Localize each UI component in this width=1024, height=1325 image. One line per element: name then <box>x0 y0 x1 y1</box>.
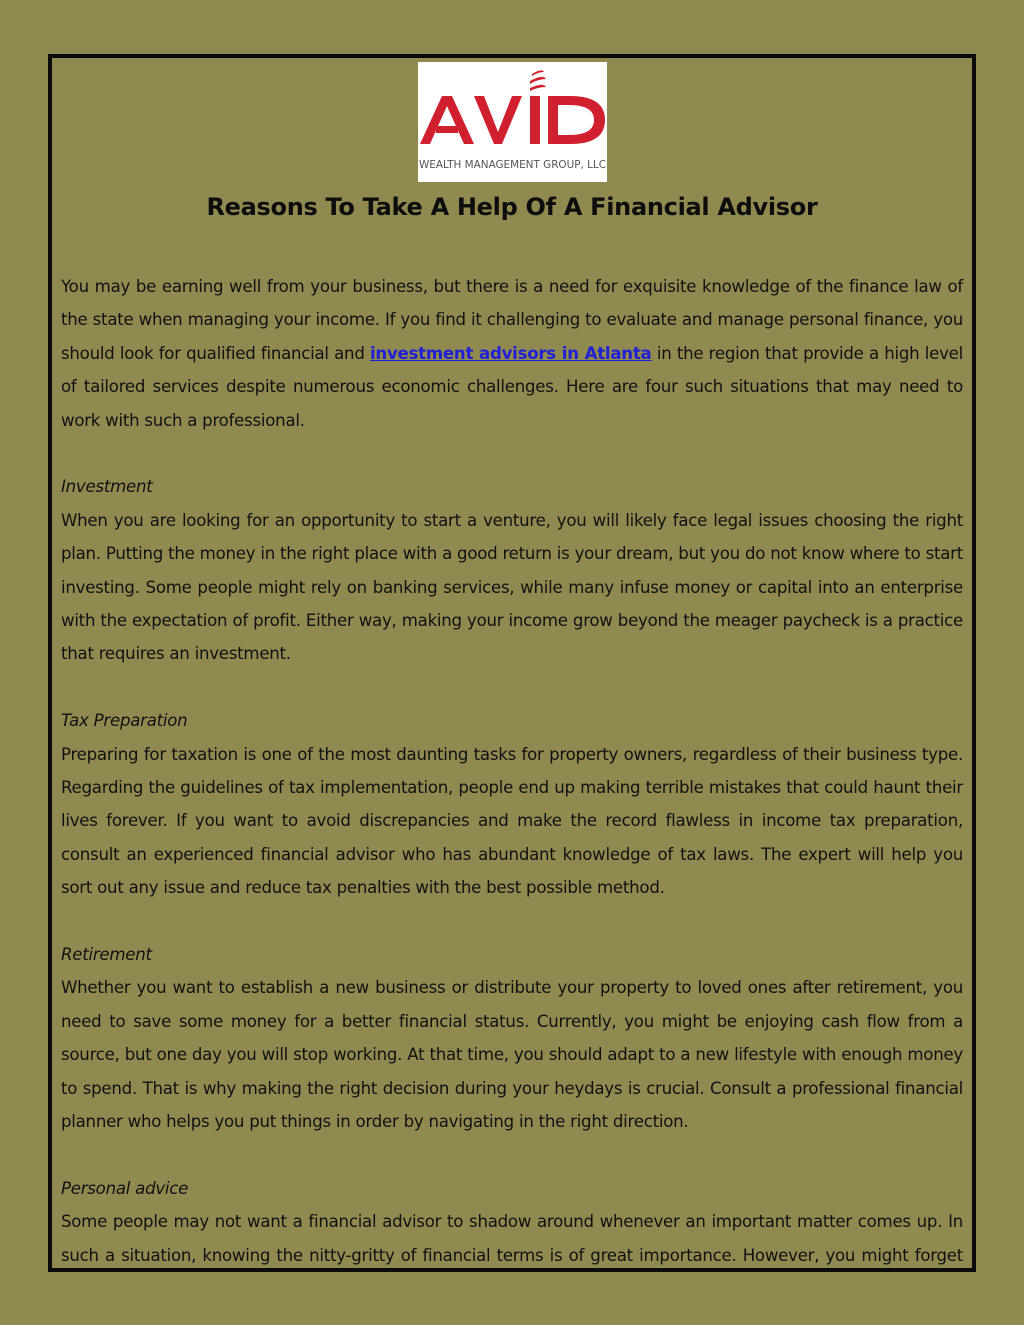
section-heading-investment: Investment <box>61 477 153 497</box>
logo-tagline: WEALTH MANAGEMENT GROUP, LLC <box>419 159 607 171</box>
section-heading-personal-advice: Personal advice <box>61 1178 189 1198</box>
section-text-personal-advice: Some people may not want a financial advisor to shadow around whenever an important matter comes up. In such a situation, knowing the nitty-gritty of financial terms is of great importance. However, you might forget <box>61 1212 963 1265</box>
section-text-investment: When you are looking for an opportunity to start a venture, you will likely face legal issues choosing the right plan. Putting the money in the right place with a good return is your dream, but you do not know where to start investing. Some people might rely on banking services, while many infuse money or capital into an enterprise with the expectation of profit. Either way, making your income grow beyond the meager paycheck is a practice that requires an investment. <box>61 510 963 664</box>
section-heading-retirement: Retirement <box>61 945 152 965</box>
article-body <box>61 270 963 1272</box>
section-heading-tax-preparation: Tax Preparation <box>61 711 188 731</box>
avid-logo-graphic <box>418 62 607 182</box>
investment-advisors-link[interactable]: investment advisors in Atlanta <box>369 343 652 363</box>
section-text-retirement: Whether you want to establish a new business or distribute your property to loved ones after retirement, you need to save some money for a better financial status. Currently, you might be enjoying cash flow from a source, but one day you will stop working. At that time, you should adapt to a new lifestyle with enough money to spend. That is why making the right decision during your heydays is crucial. Consult a professional financial planner who helps you put things in order by navigating in the right direction. <box>61 978 963 1132</box>
company-logo <box>418 62 607 182</box>
section-text-tax-preparation: Preparing for taxation is one of the most daunting tasks for property owners, regardless of their business type. Regarding the guidelines of tax implementation, people end up making terrible mistakes that could haunt their lives forever. If you want to avoid discrepancies and make the record flawless in income tax preparation, consult an experienced financial advisor who has abundant knowledge of tax laws. The expert will help you sort out any issue and reduce tax penalties with the best possible method. <box>61 744 963 898</box>
intro-text-start: You may be earning well from your business, but there is a need for exquisite knowledge of the finance law of the state when managing your income. If you find it challenging to evaluate and manage personal finance, you should look for qualified financial and <box>61 277 963 363</box>
intro-text-end: in the region that provide a high level of tailored services despite numerous economic challenges. Here are four such situations that may need to work with such a professional. <box>61 343 964 430</box>
document-page <box>48 54 976 1272</box>
intro-paragraph <box>61 270 963 437</box>
page-title: Reasons To Take A Help Of A Financial Advisor <box>206 193 818 221</box>
